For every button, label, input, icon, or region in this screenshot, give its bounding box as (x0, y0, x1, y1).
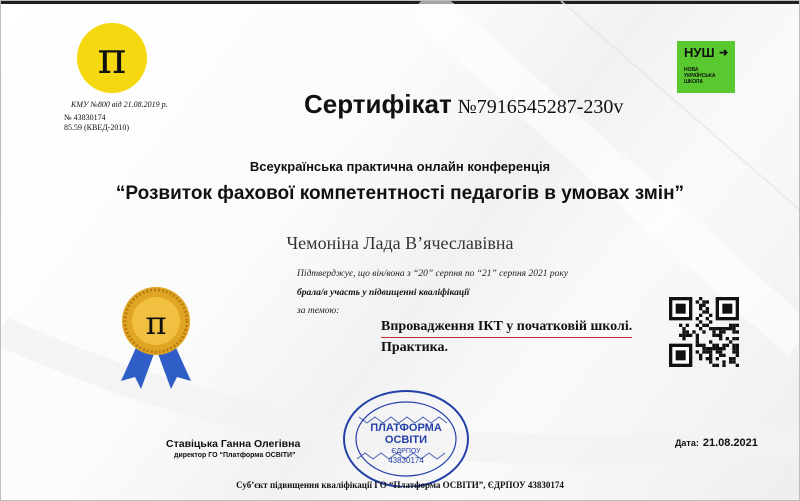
medal-icon (111, 281, 201, 391)
medal-symbol: π (145, 304, 167, 342)
registry-info (64, 113, 129, 133)
arrow-right-icon: ➜ (719, 47, 729, 59)
signer-role: директор ГО “Платформа ОСВІТИ” (174, 452, 296, 459)
nush-abbr: НУШ (684, 45, 715, 60)
course-title (381, 317, 632, 358)
certificate-number: №7916545287-230v (457, 96, 624, 118)
footer-issuer: Суб’єкт підвищення кваліфікації ГО “Платформа ОСВІТИ”, ЄДРПОУ 43830174 (236, 480, 564, 490)
nush-line3: ШКОЛА (684, 79, 703, 85)
pi-logo-icon (77, 23, 147, 93)
certificate-title (304, 89, 623, 120)
conference-theme: “Розвиток фахової компетентності педагогів в умовах змін” (115, 183, 685, 204)
nush-logo (677, 41, 735, 93)
conference-name: Всеукраїнська практична онлайн конференція (249, 159, 551, 174)
registry-number: № 43830174 (64, 113, 106, 122)
nush-line1: НОВА (684, 67, 699, 73)
date-label: Дата: (675, 438, 699, 448)
course-line1: Впровадження ІКТ у початковій школі. (381, 317, 632, 338)
nush-line2: УКРАЇНСЬКА (684, 73, 716, 79)
participation-text: брала/в участь у підвищенні кваліфікації (297, 288, 470, 298)
seal-edrpou: ЄДРПОУ (391, 448, 421, 455)
organization-seal (339, 387, 473, 487)
confirmation-text: Підтверджує, що він/вона з “20” серпня по “21” серпня 2021 року (297, 269, 568, 279)
qr-code-icon (669, 297, 739, 367)
logo-symbol: π (97, 33, 127, 84)
nush-caption (684, 67, 716, 85)
issue-date (675, 437, 758, 449)
recipient-name: Чемоніна Лада В’ячеславівна (286, 233, 514, 253)
course-line2: Практика. (381, 340, 449, 355)
on-theme-label: за темою: (297, 306, 340, 316)
seal-org-line2: ОСВІТИ (384, 434, 428, 446)
seal-code: 43830174 (388, 456, 424, 465)
signer-name: Ставіцька Ганна Олегівна (166, 438, 301, 450)
registry-kved: 85.59 (КВЕД-2010) (64, 123, 130, 132)
seal-org-line1: ПЛАТФОРМА (370, 422, 442, 434)
date-value: 21.08.2021 (702, 437, 758, 449)
certificate-word: Сертифікат (304, 89, 452, 119)
kmu-reference: КМУ №800 від 21.08.2019 р. (71, 100, 168, 109)
